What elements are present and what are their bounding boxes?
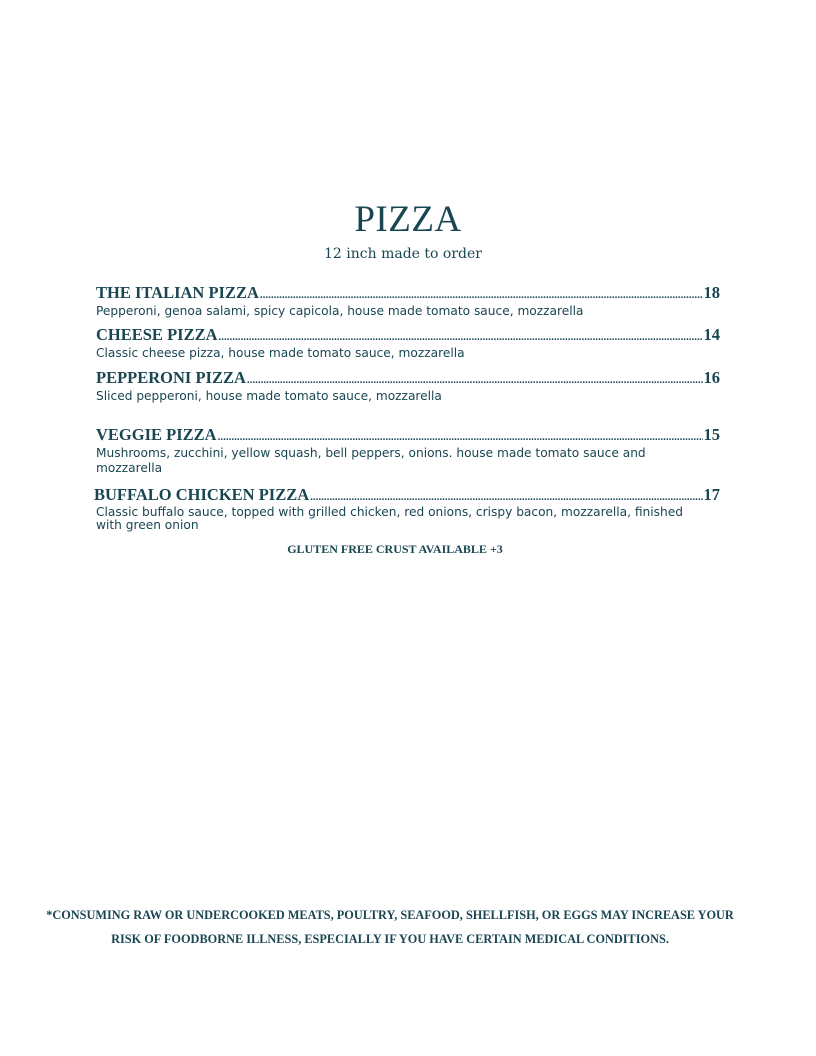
- gluten-free-note: GLUTEN FREE CRUST AVAILABLE +3: [287, 542, 503, 556]
- menu-item-row: [94, 485, 720, 507]
- menu-item-name: VEGGIE PIZZA: [96, 425, 217, 444]
- menu-item-name: THE ITALIAN PIZZA: [96, 283, 259, 302]
- menu-item-row: [96, 425, 720, 447]
- dot-leader: [247, 370, 703, 390]
- menu-item-cheese-pizza: [96, 325, 720, 361]
- menu-item-pepperoni-pizza: [96, 368, 720, 404]
- menu-item-price: 17: [703, 485, 720, 504]
- menu-item-price: 16: [703, 368, 720, 387]
- menu-item-buffalo-chicken-pizza: [94, 485, 720, 532]
- menu-item-description: Pepperoni, genoa salami, spicy capicola, house made tomato sauce, mozzarella: [96, 304, 584, 318]
- menu-item-price: 15: [703, 425, 720, 444]
- dot-leader: [219, 327, 703, 347]
- menu-item-row: [96, 325, 720, 347]
- menu-item-description: Classic buffalo sauce, topped with grilled chicken, red onions, crispy bacon, mozzarella, finished with green onion: [96, 505, 683, 532]
- menu-item-row: [96, 368, 720, 390]
- menu-item-name: CHEESE PIZZA: [96, 325, 218, 344]
- menu-item-italian-pizza: [96, 283, 720, 319]
- menu-item-description: Sliced pepperoni, house made tomato sauce, mozzarella: [96, 389, 442, 403]
- menu-item-description: Mushrooms, zucchini, yellow squash, bell peppers, onions. house made tomato sauce and mozzarella: [96, 446, 646, 475]
- dot-leader: [310, 487, 702, 507]
- dot-leader: [218, 427, 703, 447]
- menu-item-price: 14: [703, 325, 720, 344]
- page-subtitle: 12 inch made to order: [324, 246, 482, 262]
- menu-item-description: Classic cheese pizza, house made tomato sauce, mozzarella: [96, 346, 465, 360]
- page-title: PIZZA: [354, 199, 462, 240]
- menu-item-row: [96, 283, 720, 305]
- menu-item-name: PEPPERONI PIZZA: [96, 368, 246, 387]
- dot-leader: [260, 285, 703, 305]
- menu-item-price: 18: [703, 283, 720, 302]
- food-safety-disclaimer: *CONSUMING RAW OR UNDERCOOKED MEATS, POULTRY, SEAFOOD, SHELLFISH, OR EGGS MAY INCREASE YOUR RISK OF FOODBORNE ILLNESS, ESPECIALLY IF YOU HAVE CERTAIN MEDICAL CONDITIONS.: [46, 908, 734, 946]
- menu-item-name: BUFFALO CHICKEN PIZZA: [94, 485, 310, 504]
- menu-item-veggie-pizza: [96, 425, 720, 476]
